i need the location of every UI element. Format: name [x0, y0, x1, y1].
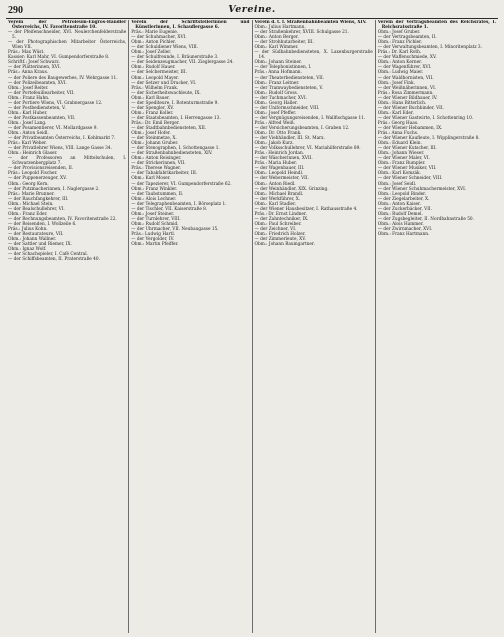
- section-heading: Verein d. t. f. Straßenbahnbeamten Wiens, XIV.: [254, 20, 367, 25]
- directory-entry: Obm.: Julius Hartmann.: [254, 25, 306, 31]
- directory-entry: — der Telegraphenbeamten, I. Börseplatz 1.: [131, 201, 227, 207]
- text-columns: [6, 20, 498, 633]
- directory-entry: — der Privatbeamten Österreichs, I. Kohlmarkt 7.: [8, 136, 116, 142]
- directory-entry: Präs.: Anna Hofmann.: [254, 70, 302, 76]
- directory-entry: — der Waldhornisten, VII.: [377, 75, 434, 81]
- directory-entry: Präs.: Marie Eugenie.: [131, 30, 179, 36]
- directory-entry: — der Wagenführer, XVI.: [377, 65, 432, 71]
- directory-entry: Präs.: Leopold Fischer.: [8, 171, 58, 177]
- directory-entry: Obm.: Josef Steiner.: [131, 211, 175, 217]
- directory-entry: Präs.: Heinrich Jordan.: [254, 151, 305, 157]
- directory-entry: — der Steinmetze, X.: [131, 136, 177, 142]
- directory-entry: Obm.: Ignaz Wolf.: [8, 247, 47, 253]
- directory-entry: Präs.: Wilhelm Frank.: [131, 85, 179, 91]
- page-number: 290: [8, 5, 23, 16]
- directory-entry: — der Wäscherinnen, XVII.: [254, 156, 313, 162]
- directory-entry: — der Wiener Bildhauer, IV.: [377, 95, 438, 101]
- directory-entry: — der Staatsbeamten, I. Herrengasse 13.: [131, 115, 221, 121]
- directory-entry: — der Verwaltungsbeamten, I. Minoritenplatz 3.: [377, 45, 482, 51]
- directory-entry: — der Rauchfangkehrer, III.: [8, 196, 69, 202]
- directory-entry: — der Zuckerbäcker, VII.: [377, 206, 432, 212]
- directory-entry: — der Sicherheitswachleute, IX.: [131, 90, 201, 96]
- directory-entry: Obm.: Alois Lechner.: [131, 196, 177, 202]
- directory-entry: — der Zwirnmacher, XVI.: [377, 226, 433, 232]
- directory-entry: — der Wiener Gastwirte, I. Schottenring 10.: [377, 115, 474, 121]
- directory-entry: Obm.: Karl Huber.: [8, 110, 48, 116]
- directory-entry: — der Telephonistinnen, I.: [254, 65, 312, 71]
- directory-entry: — der Setzer und Drucker, VI.: [131, 80, 197, 86]
- directory-entry: — der Viehhändler, III. St. Marx.: [254, 136, 325, 142]
- directory-entry: Obm.: Leopold Heindl.: [254, 171, 304, 177]
- directory-entry: — der Tischler, VII. Kaiserstraße 8.: [131, 206, 208, 212]
- directory-entry: Obm.: Josef Fink.: [377, 80, 415, 86]
- directory-entry: — der Zimmerleute, XV.: [254, 237, 306, 243]
- directory-entry: — der Plätterinnen, XVI.: [8, 65, 61, 71]
- directory-entry: Obm.: Karl Eder.: [377, 110, 414, 116]
- directory-entry: — der Polizeibeamten, XVI.: [8, 80, 67, 86]
- directory-entry: Obm.: Eduard Klein.: [377, 141, 422, 147]
- directory-entry: — der Wagenbauer, III.: [254, 166, 305, 172]
- directory-entry: Obm.: Paul Schreiber.: [254, 221, 302, 227]
- directory-entry: — der Vergolder, IV.: [131, 237, 175, 243]
- directory-entry: Obm.: Anton Pichler.: [131, 40, 176, 46]
- directory-entry: — der Vergnügungsreisenden, I. Wallfischgasse 11.: [254, 115, 366, 121]
- column-1: [6, 20, 129, 633]
- directory-entry: Obm.: Johann Wallner.: [8, 237, 57, 243]
- directory-entry: — der Zeichner, VI.: [254, 226, 297, 232]
- directory-entry: Obm.: Josef Zeller.: [131, 50, 172, 56]
- directory-entry: — der Ziegelarbeiter, X.: [377, 196, 430, 202]
- directory-entry: — der Weinhändler, XIX. Grinzing.: [254, 186, 329, 192]
- directory-entry: Obm.: Johann Gruber.: [131, 141, 179, 147]
- page-header: [6, 5, 498, 19]
- directory-entry: Obm.: Franz Pichler.: [377, 40, 423, 46]
- directory-entry: — der Schulfreunde, I. Bräunerstraße 3.: [131, 55, 219, 61]
- directory-entry: — der Provisionsreisenden, II.: [8, 166, 74, 172]
- directory-entry: Kassier: Karl Mahr, VI. Gumpendorferstraße 8.: [8, 55, 110, 61]
- directory-entry: Präs.: Alfred Weiß.: [254, 120, 295, 126]
- directory-entry: — der Tramwaybediensteten, V.: [254, 85, 324, 91]
- directory-entry: Obm.: Alois Hammer.: [377, 221, 424, 227]
- section-heading: Verein der Vertragsbeamten des Reichsrates, I. Reichsratsstraße 1.: [377, 20, 496, 31]
- directory-entry: Präs.: Therese Wagner.: [131, 166, 182, 172]
- directory-entry: — der Restaurateure, VII.: [8, 231, 64, 237]
- directory-entry: — der Uhrmacher, VII. Neubaugasse 15.: [131, 226, 219, 232]
- directory-entry: — der Posamentierer, VI. Mollardgasse 9.: [8, 125, 98, 131]
- directory-entry: Präs.: Anna Kraus.: [8, 70, 49, 76]
- directory-entry: — der Wiener Musiker, VII.: [377, 166, 437, 172]
- directory-entry: — der Theaterbediensteten, VII.: [254, 75, 325, 81]
- directory-entry: — der Professoren an Mittelschulen, I. Schwarzenbergplatz 7.: [8, 156, 127, 167]
- directory-entry: Obm.: Rudolf Demel.: [377, 211, 423, 217]
- directory-entry: — der Privatlehrer Wiens, VIII. Lange Gasse 34.: [8, 146, 112, 152]
- directory-entry: Obm.: Anton Reisinger.: [131, 156, 182, 162]
- directory-entry: — der Schuhmacher, XVI.: [131, 35, 187, 41]
- directory-entry: Obm.: Johann Steiner.: [254, 60, 302, 66]
- directory-entry: — der Waffenschmiede, XV.: [377, 55, 437, 61]
- directory-entry: — der Selchermeister, III.: [131, 70, 187, 76]
- directory-entry: Obm.: Leopold Binder.: [377, 191, 427, 197]
- directory-entry: Obm.: Karl Komzák.: [377, 171, 421, 177]
- directory-entry: Obm.: Anton Kerner.: [377, 60, 423, 66]
- directory-entry: — der Vertragsbeamten, II.: [377, 35, 437, 41]
- directory-entry: Obm.: Karl Wimmer.: [254, 45, 299, 51]
- directory-entry: — der Wiener Kaufleute, I. Wipplingerstraße 8.: [377, 136, 480, 142]
- directory-entry: — der Portefeuillearbeiter, VII.: [8, 90, 75, 96]
- directory-entry: Obm.: Leopold Mayer.: [131, 75, 179, 81]
- directory-entry: — der Wiener Hebammen, IX.: [377, 125, 443, 131]
- directory-entry: Obm.: Karl Moser.: [131, 176, 171, 182]
- directory-entry: Präs.: Rosa Zimmermann.: [377, 90, 434, 96]
- directory-entry: — der Turnlehrer, VIII.: [131, 216, 181, 222]
- directory-entry: — der Webermeister, VII.: [254, 176, 309, 182]
- directory-entry: — der Postkassenbeamten, VII.: [8, 115, 76, 121]
- directory-entry: Obm.: Josef Seidl.: [377, 181, 417, 187]
- directory-entry: — der Schachspieler, I. Café Central.: [8, 252, 88, 258]
- directory-entry: Obm.: Michael Brandl.: [254, 191, 304, 197]
- directory-entry: Obm.: Franz Rumpler.: [377, 161, 426, 167]
- directory-entry: — der Wiener Schneider, VIII.: [377, 176, 443, 182]
- directory-entry: Obm.: Franz Hahn.: [8, 95, 50, 101]
- directory-entry: — der Werkführer, X.: [254, 196, 301, 202]
- directory-entry: Obm.: Jakob Kurz.: [254, 141, 294, 147]
- directory-entry: — der Wiener Maler, VI.: [377, 156, 430, 162]
- directory-entry: Obm.: Rudolf Gross.: [254, 90, 299, 96]
- directory-entry: Obm.: Josef Gruber.: [377, 30, 421, 36]
- directory-entry: — der Volksschullehrer, VI. Mariahilferstraße 89.: [254, 146, 361, 152]
- directory-entry: — der Stadtbahnbediensteten, XII.: [131, 125, 207, 131]
- directory-entry: Präs.: Karl Weber.: [8, 141, 47, 147]
- directory-entry: Obm.: Josef Hofer.: [131, 131, 171, 137]
- directory-entry: Obm.: Martin Pfeiffer.: [131, 242, 179, 248]
- directory-entry: Präs.: Marie Brunner.: [8, 191, 55, 197]
- directory-entry: — der Schuldiener Wiens, VIII.: [131, 45, 199, 51]
- directory-entry: Obm.: Georg Kern.: [8, 181, 49, 187]
- directory-entry: Obm.: Anton Kaiser.: [377, 201, 421, 207]
- directory-entry: Präs.: Dr. Karl Roth.: [377, 50, 422, 56]
- directory-entry: — der Photographischen Mitarbeiter Österreichs, Wien VII.: [8, 40, 127, 51]
- directory-entry: Obm.: Ludwig Maier.: [377, 70, 424, 76]
- directory-entry: — der Tuchmacher, XVI.: [254, 95, 307, 101]
- directory-entry: Obm.: Michael Stein.: [8, 201, 54, 207]
- directory-entry: — der Realschullehrer, VI.: [8, 206, 65, 212]
- directory-entry: Obm.: Anton Berger.: [254, 35, 299, 41]
- directory-entry: — der Stenographen, I. Schottengasse 1.: [131, 146, 220, 152]
- directory-entry: — der Straßenkehrer, XVIII. Schulgasse 21.: [254, 30, 349, 36]
- directory-entry: — der Spengler, XV.: [131, 105, 174, 111]
- column-3: [253, 20, 376, 633]
- directory-entry: Präs.: Maria Huber.: [254, 161, 297, 167]
- directory-entry: Obm.: Franz Winkler.: [131, 186, 178, 192]
- directory-entry: — der Versicherungsbeamten, I. Graben 12.: [254, 125, 350, 131]
- directory-entry: Obm.: Franz Hartmann.: [377, 231, 430, 237]
- directory-entry: — der Wiener Hausbesitzer, I. Rathausstraße 4.: [254, 206, 358, 212]
- directory-entry: — der Postbediensteten, V.: [8, 105, 66, 111]
- directory-entry: — der Sattler und Riemer, IX.: [8, 242, 72, 248]
- directory-entry: — der Uniformschneider, VIII.: [254, 105, 320, 111]
- directory-entry: — der Pfeifenschneider, XVI. Neulerchenfelderstraße 5.: [8, 30, 127, 41]
- directory-entry: Obm.: Karl Bauer.: [131, 95, 170, 101]
- directory-entry: Obm.: Johann Baumgartner.: [254, 242, 315, 248]
- directory-entry: — der Taubstummen, II.: [131, 191, 184, 197]
- directory-entry: Obm.: Rudolf Hauer.: [131, 65, 176, 71]
- directory-entry: Obm.: Anton Riedl.: [254, 181, 296, 187]
- directory-entry: — der Zugsbegleiter, II. Nordbahnstraße 50.: [377, 216, 474, 222]
- directory-entry: Obm.: Rudolf Schmid.: [131, 221, 179, 227]
- directory-entry: — der Schiffsbeamten, II. Praterstraße 40.: [8, 257, 100, 263]
- directory-entry: — der Wiener Schuhmachermeister, XVI.: [377, 186, 467, 192]
- directory-entry: — der Weißnäherinnen, VI.: [377, 85, 437, 91]
- directory-entry: — der Wiener Buchbinder, VII.: [377, 105, 444, 111]
- directory-entry: — der Wiener Kutscher, III.: [377, 146, 437, 152]
- section-heading: Verein der Schriftstellerinnen und Künstlerinnen, I. Schauflergasse 6.: [131, 20, 250, 31]
- directory-entry: Obm.: Franz Leitner.: [254, 80, 300, 86]
- directory-entry: — der Poliere des Baugewerbes, IV. Wehrgasse 11.: [8, 75, 118, 81]
- directory-entry: Präs.: Dr. Ernst Lindner.: [254, 211, 307, 217]
- directory-entry: Präs.: Anna Fuchs.: [377, 131, 419, 137]
- directory-entry: — der Rechnungsbeamten, IV. Favoritenstraße 22.: [8, 216, 117, 222]
- directory-entry: Obm.: Josef Pfeffer.: [254, 110, 297, 116]
- directory-entry: Präs.: Julius Kohn.: [8, 226, 48, 232]
- directory-entry: — der Portiere Wiens, VI. Grabnergasse 12.: [8, 100, 103, 106]
- directory-entry: Präs.: Dr. Emil Berger.: [131, 120, 180, 126]
- directory-entry: — der Tabakfabrikarbeiter, III.: [131, 171, 198, 177]
- directory-entry: — der Straßenbahnbediensteten, XIV.: [131, 151, 213, 157]
- directory-entry: Obm.: Georg Haller.: [254, 100, 298, 106]
- directory-entry: — der Zahntechniker, IX.: [254, 216, 309, 222]
- running-title: Vereine.: [228, 4, 276, 15]
- directory-entry: — der Puppenerzeuger, XV.: [8, 176, 67, 182]
- directory-entry: Obm.: Dr. Otto Frank.: [254, 131, 302, 137]
- directory-entry: Schriftf.: Josef Schwarz.: [8, 60, 60, 66]
- section-heading: Verein der Petroleum-Engros-Händler Österreichs, IV. Favoritenstraße 10.: [8, 20, 127, 31]
- directory-entry: Präs.: Max Wüst.: [8, 50, 45, 56]
- directory-entry: — der Südbahnbediensteten, X. Laxenburgerstraße 14.: [254, 50, 373, 61]
- directory-entry: Präs.: Georg Haas.: [377, 120, 419, 126]
- directory-entry: — der Tapezierer, VI. Gumpendorferstraße 62.: [131, 181, 232, 187]
- directory-entry: Obm.: Josef Reiter.: [8, 85, 49, 91]
- directory-entry: Obm.: Franz Koller.: [131, 110, 174, 116]
- directory-entry: — der Seidenzeugmacher, VII. Zieglergasse 24.: [131, 60, 234, 66]
- directory-entry: Obm.: Franz Eder.: [8, 211, 48, 217]
- directory-entry: Präs.: Ludwig Hartl.: [131, 231, 176, 237]
- column-4: [376, 20, 498, 633]
- directory-entry: Obm.: Karl Stadler.: [254, 201, 296, 207]
- directory-entry: Obm.: Johann Wieser.: [377, 151, 425, 157]
- directory-entry: — der Strohhutarbeiter, III.: [254, 40, 314, 46]
- directory-entry: Obm.: Josef Lang.: [8, 120, 47, 126]
- directory-entry: Obm.: Anton Seidl.: [8, 131, 49, 137]
- directory-entry: — der Putzmacherinnen, I. Naglergasse 2.: [8, 186, 100, 192]
- directory-entry: — der Reisenden, I. Wollzeile 6.: [8, 221, 77, 227]
- column-2: [129, 20, 252, 633]
- directory-entry: Obm.: Friedrich Holzer.: [254, 231, 306, 237]
- directory-entry: — der Strickerinnen, VII.: [131, 161, 186, 167]
- directory-entry: — der Spediteure, I. Rotenturmstraße 9.: [131, 100, 219, 106]
- directory-entry: Obm.: Heinrich Glaser.: [8, 151, 58, 157]
- directory-entry: Obm.: Hans Bitterlich.: [377, 100, 427, 106]
